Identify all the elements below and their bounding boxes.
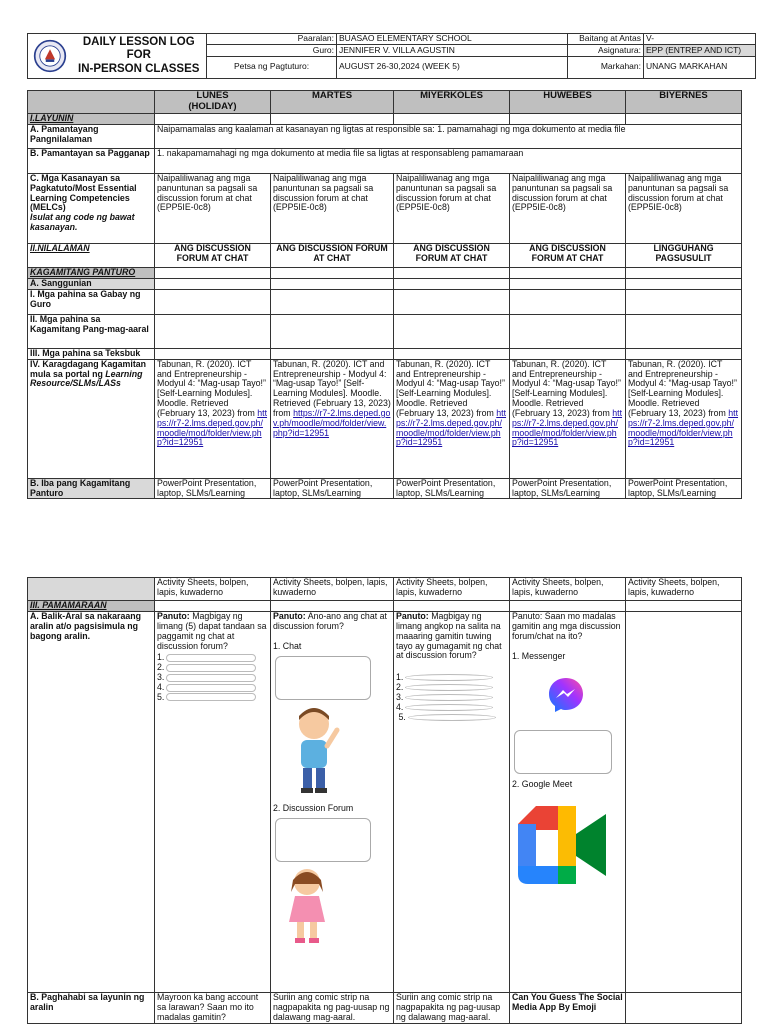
row-label-sanggunian: A. Sanggunian [28, 278, 155, 289]
oval-field-1[interactable] [405, 674, 493, 681]
answer-lines: 1. 2. 3. 4. 5. [157, 653, 268, 702]
guro-label: Guro: [207, 45, 337, 56]
title-line-2: FOR [126, 49, 151, 62]
section-nilalaman: II.NILALAMAN [28, 243, 155, 267]
karagdagang-label: IV. Karagdagang Kagamitan mula sa portal ng [30, 358, 147, 379]
paaralan-label: Paaralan: [207, 34, 337, 45]
topic-huwebes: ANG DISCUSSION FORUM AT CHAT [510, 243, 626, 267]
answer-field-1[interactable] [166, 654, 256, 662]
reference-huwebes: Tabunan, R. (2020). ICT and Entrepreneurship - Modyul 4: “Mag-usap Tayo!” [Self-Learning Modules]. Moodle. Retrieved (February 13, 2023) from https://r7-2.lms.deped.gov.ph/moodle/mod/folder/view.php?id=12951 [510, 359, 626, 478]
continuation-label-cell [28, 578, 155, 601]
paghahabi-huwebes: Can You Guess The Social Media App By Emoji [510, 993, 626, 1024]
row-label-melcs [28, 173, 155, 243]
oval-field-3[interactable] [405, 694, 493, 701]
document-title [72, 34, 207, 79]
paghahabi-lunes: Mayroon ka bang account sa larawan? Saan mo ito madalas gamitin? [155, 993, 271, 1024]
topic-lunes: ANG DISCUSSION FORUM AT CHAT [155, 243, 271, 267]
markahan-value: UNANG MARKAHAN [644, 56, 756, 79]
topic-martes: ANG DISCUSSION FORUM AT CHAT [271, 243, 394, 267]
row-label-pamantayang-pangnilalaman: A. Pamantayang Pangnilalaman [28, 124, 155, 148]
section-pamamaraan: III. PAMAMARAAN [28, 601, 155, 612]
iba-huwebes: PowerPoint Presentation, laptop, SLMs/Learning [510, 478, 626, 499]
day-header-lunes: LUNES (HOLIDAY) [155, 91, 271, 114]
corner-cell [28, 91, 155, 114]
guro-value: JENNIFER V. VILLA AGUSTIN [337, 45, 568, 56]
messenger-icon [546, 675, 586, 715]
melcs-miyerkoles: Naipaliliwanag ang mga panuntunan sa pagsali sa discussion forum at chat (EPP5IE-0c8) [394, 173, 510, 243]
reference-biyernes: Tabunan, R. (2020). ICT and Entrepreneurship - Modyul 4: “Mag-usap Tayo!” [Self-Learning Modules]. Moodle. Retrieved (February 13, 2023) from https://r7-2.lms.deped.gov.ph/moodle/mod/folder/view.php?id=12951 [626, 359, 742, 478]
chat-label: 1. Chat [273, 640, 302, 651]
discussion-forum-label: 2. Discussion Forum [273, 803, 354, 814]
oval-field-5[interactable] [408, 714, 496, 721]
iba-cont-martes: Activity Sheets, bolpen, lapis, kuwaderno [271, 578, 394, 601]
topic-miyerkoles: ANG DISCUSSION FORUM AT CHAT [394, 243, 510, 267]
pamantayan-pagganap-text: 1. nakapamamahagi ng mga dokumento at media file sa ligtas at responsableng pamamaraan [155, 148, 742, 173]
reference-link-miyerkoles[interactable]: https://r7-2.lms.deped.gov.ph/moodle/mod/folder/view.php?id=12951 [396, 407, 507, 448]
day-header-huwebes: HUWEBES [510, 91, 626, 114]
lesson-table-top [27, 90, 742, 499]
paghahabi-biyernes [626, 993, 742, 1024]
section-kagamitang-panturo: KAGAMITANG PANTURO [28, 267, 155, 278]
google-meet-icon [518, 806, 610, 886]
answer-field-4[interactable] [166, 684, 256, 692]
reference-link-biyernes[interactable]: https://r7-2.lms.deped.gov.ph/moodle/mod/folder/view.php?id=12951 [628, 407, 739, 448]
balik-aral-miyerkoles: Panuto: Magbigay ng limang angkop na salita na maaaring gamitin tuwing tayo ay gumagamit ng chat at discussion forum? 1. 2. 3. 4. 5. [394, 612, 510, 993]
petsa-value: AUGUST 26-30,2024 (WEEK 5) [337, 56, 568, 79]
iba-martes: PowerPoint Presentation, laptop, SLMs/Learning [271, 478, 394, 499]
melcs-label: C. Mga Kasanayan sa Pagkatuto/Most Essential Learning Competencies (MELCs) [30, 172, 137, 213]
melcs-note: Isulat ang code ng bawat kasanayan. [30, 212, 135, 233]
pamantayang-pangnilalaman-text: Naipamamalas ang kaalaman at kasanayan ng ligtas at responsible sa: 1. pamamahagi ng mga dokumento at media file [155, 124, 742, 148]
forum-answer-bubble[interactable] [275, 818, 371, 862]
iba-biyernes: PowerPoint Presentation, laptop, SLMs/Learning [626, 478, 742, 499]
day-header-biyernes: BIYERNES [626, 91, 742, 114]
answer-field-3[interactable] [166, 674, 256, 682]
balik-aral-biyernes [626, 612, 742, 993]
row-label-teksbuk: III. Mga pahina sa Teksbuk [28, 348, 155, 359]
iba-cont-miyerkoles: Activity Sheets, bolpen, lapis, kuwaderno [394, 578, 510, 601]
balik-aral-lunes [155, 612, 271, 993]
reference-link-huwebes[interactable]: https://r7-2.lms.deped.gov.ph/moodle/mod/folder/view.php?id=12951 [512, 407, 623, 448]
title-line-3: IN-PERSON CLASSES [78, 62, 200, 75]
petsa-label: Petsa ng Pagtuturo: [207, 56, 337, 79]
balik-aral-huwebes: Panuto: Saan mo madalas gamitin ang mga discussion forum/chat na ito? 1. Messenger 2. Google Meet [510, 612, 626, 993]
answer-field-2[interactable] [166, 664, 256, 672]
melcs-huwebes: Naipaliliwanag ang mga panuntunan sa pagsali sa discussion forum at chat (EPP5IE-0c8) [510, 173, 626, 243]
panuto-text: Magbigay ng limang (5) dapat tandaan sa paggamit ng chat at discussion forum? [157, 611, 267, 651]
deped-seal [28, 34, 72, 79]
row-label-karagdagang-kagamitan [28, 359, 155, 478]
iba-lunes: PowerPoint Presentation, laptop, SLMs/Learning [155, 478, 271, 499]
melcs-lunes: Naipaliliwanag ang mga panuntunan sa pagsali sa discussion forum at chat (EPP5IE-0c8) [155, 173, 271, 243]
baitang-value: V- [644, 34, 756, 45]
panuto-label: Panuto: [157, 611, 190, 621]
lesson-table-bottom [27, 577, 742, 1024]
iba-cont-lunes: Activity Sheets, bolpen, lapis, kuwaderno [155, 578, 271, 601]
paaralan-value: BUASAO ELEMENTARY SCHOOL [337, 34, 568, 45]
oval-answer-lines: 1. 2. 3. 4. 5. [396, 673, 507, 722]
oval-field-4[interactable] [405, 704, 493, 711]
melcs-biyernes: Naipaliliwanag ang mga panuntunan sa pagsali sa discussion forum at chat (EPP5IE-0c8) [626, 173, 742, 243]
iba-miyerkoles: PowerPoint Presentation, laptop, SLMs/Learning [394, 478, 510, 499]
row-label-kagamitang-mag-aaral: II. Mga pahina sa Kagamitang Pang-mag-aaral [28, 314, 155, 348]
oval-field-2[interactable] [405, 684, 493, 691]
row-label-iba-pang-kagamitan: B. Iba pang Kagamitang Panturo [28, 478, 155, 499]
title-line-1: DAILY LESSON LOG [82, 36, 195, 49]
paghahabi-miyerkoles: Suriin ang comic strip na nagpapakita ng pag-uusap ng dalawang mag-aaral. [394, 993, 510, 1024]
row-label-pamantayan-pagganap: B. Pamantayan sa Pagganap [28, 148, 155, 173]
header-table [27, 33, 756, 79]
google-meet-label: 2. Google Meet [512, 779, 573, 790]
chat-answer-bubble[interactable] [275, 656, 371, 700]
row-label-balik-aral: A. Balik-Aral sa nakaraang aralin at/o pagsisimula ng bagong aralin. [28, 612, 155, 993]
row-label-gabay-guro: I. Mga pahina sa Gabay ng Guro [28, 289, 155, 314]
melcs-martes: Naipaliliwanag ang mga panuntunan sa pagsali sa discussion forum at chat (EPP5IE-0c8) [271, 173, 394, 243]
boy-thinking-icon [279, 704, 349, 796]
asignatura-label: Asignatura: [568, 45, 644, 56]
asignatura-value: EPP (ENTREP AND ICT) [644, 45, 756, 56]
answer-field-5[interactable] [166, 693, 256, 701]
topic-biyernes: LINGGUHANG PAGSUSULIT [626, 243, 742, 267]
messenger-label: 1. Messenger [512, 650, 566, 661]
reference-link-lunes[interactable]: https://r7-2.lms.deped.gov.ph/moodle/mod/folder/view.php?id=12951 [157, 407, 268, 448]
messenger-answer-bubble[interactable] [514, 730, 612, 774]
iba-cont-huwebes: Activity Sheets, bolpen, lapis, kuwaderno [510, 578, 626, 601]
markahan-label: Markahan: [568, 56, 644, 79]
iba-cont-biyernes: Activity Sheets, bolpen, lapis, kuwaderno [626, 578, 742, 601]
girl-thinking-icon [277, 866, 337, 946]
reference-martes: Tabunan, R. (2020). ICT and Entrepreneurship - Modyul 4: “Mag-usap Tayo!” [Self-Learning Modules]. Moodle. Retrieved (February 13, 2023) from https://r7-2.lms.deped.gov.ph/moodle/mod/folder/view.php?id=12951 [271, 359, 394, 478]
seal-icon [33, 39, 67, 73]
reference-link-martes[interactable]: https://r7-2.lms.deped.gov.ph/moodle/mod/folder/view.php?id=12951 [273, 407, 391, 438]
day-header-martes: MARTES [271, 91, 394, 114]
karagdagang-italic: Learning Resource/SLMs/LASs [30, 368, 143, 389]
reference-lunes: Tabunan, R. (2020). ICT and Entrepreneurship - Modyul 4: “Mag-usap Tayo!” [Self-Learning Modules]. Moodle. Retrieved (February 13, 2023) from https://r7-2.lms.deped.gov.ph/moodle/mod/folder/view.php?id=12951 [155, 359, 271, 478]
day-header-miyerkoles: MIYERKOLES [394, 91, 510, 114]
balik-aral-martes: Panuto: Ano-ano ang chat at discussion forum? 1. Chat 2. Discussion Forum [271, 612, 394, 993]
paghahabi-martes: Suriin ang comic strip na nagpapakita ng pag-uusap ng dalawang mag-aaral. [271, 993, 394, 1024]
baitang-label: Baitang at Antas [568, 34, 644, 45]
section-layunin: I.LAYUNIN [28, 114, 155, 125]
reference-miyerkoles: Tabunan, R. (2020). ICT and Entrepreneurship - Modyul 4: “Mag-usap Tayo!” [Self-Learning Modules]. Moodle. Retrieved (February 13, 2023) from https://r7-2.lms.deped.gov.ph/moodle/mod/folder/view.php?id=12951 [394, 359, 510, 478]
row-label-paghahabi: B. Paghahabi sa layunin ng aralin [28, 993, 155, 1024]
